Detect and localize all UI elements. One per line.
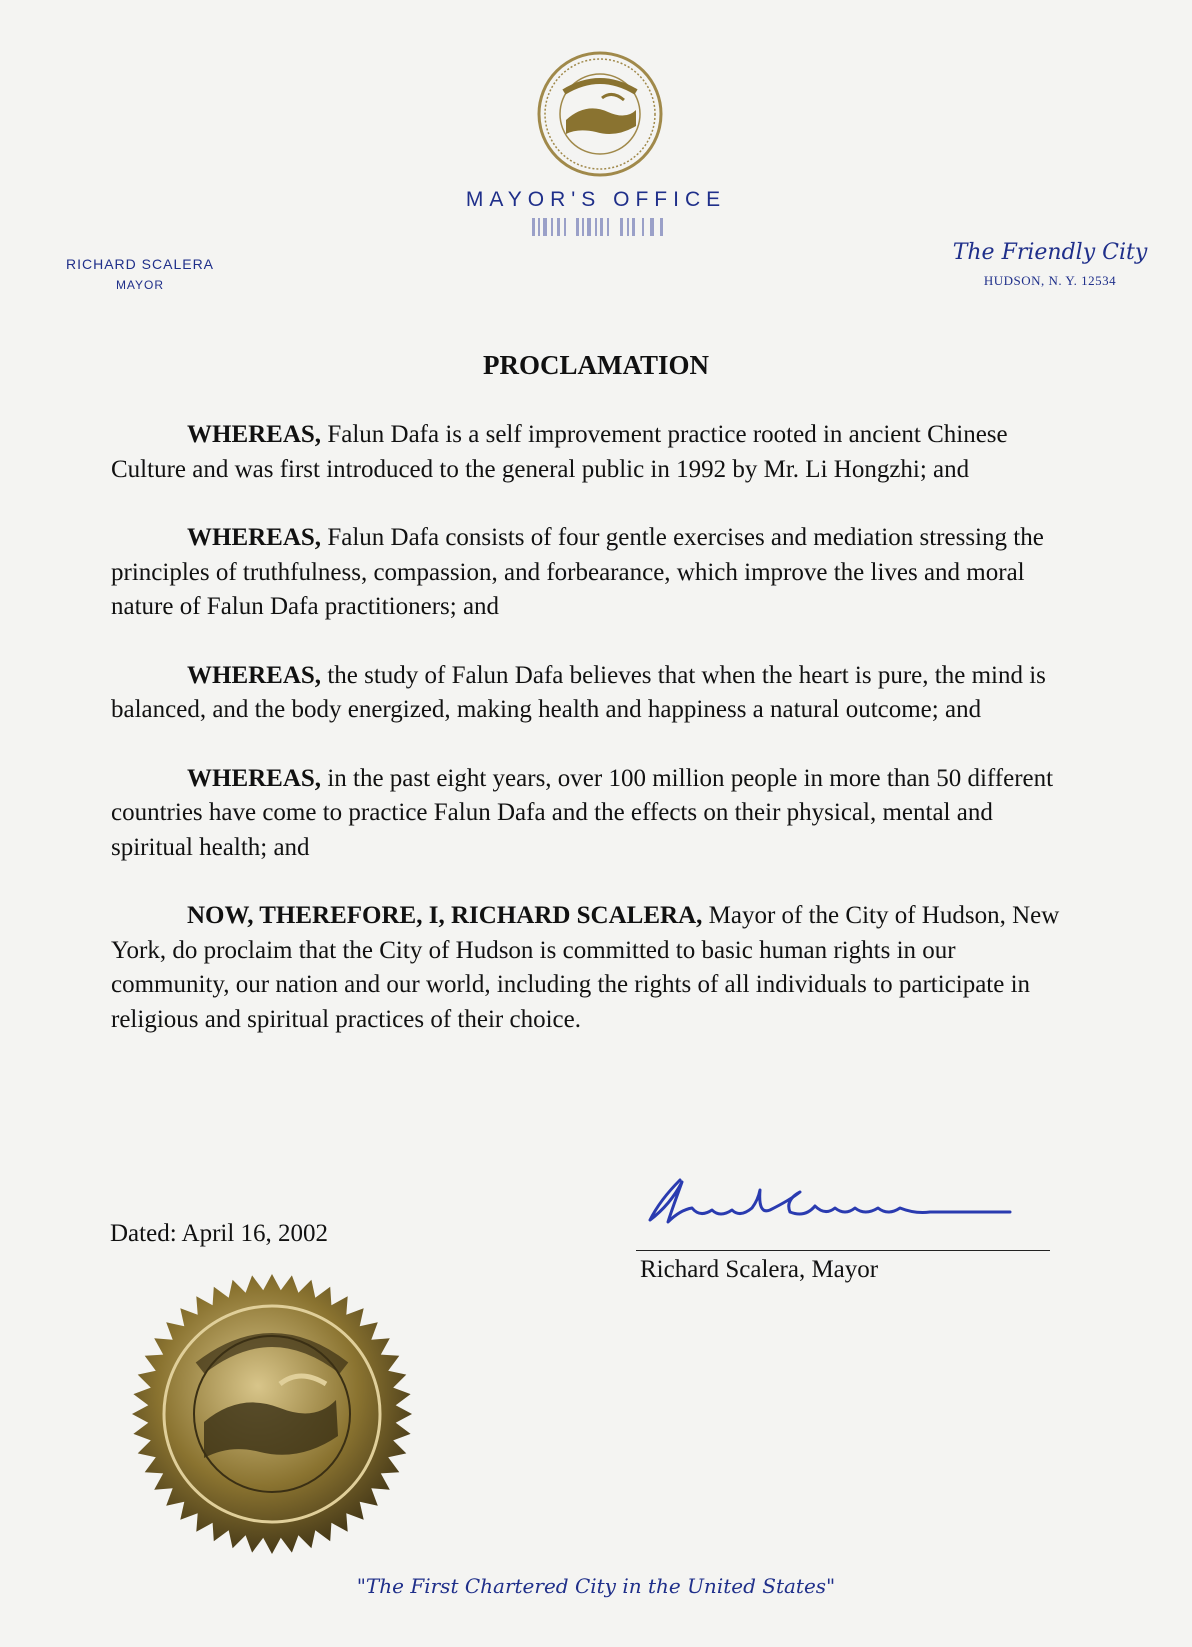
paragraph [111,521,1071,625]
paragraph-text: Falun Dafa is a self improvement practice rooted in ancient Chinese Culture and was first introduced to the general public in 1992 by Mr. Li Hongzhi; and [111,421,1008,483]
mayor-name: RICHARD SCALERA [65,256,215,272]
city-seal-emblem [536,50,664,178]
proclamation-body [111,418,1071,1071]
paragraph [111,659,1071,728]
paragraph-text: in the past eight years, over 100 million people in more than 50 different countries have come to practice Falun Dafa and the effects on their physical, mental and spiritual health; and [111,764,1054,861]
mayor-signature [640,1160,1020,1240]
paragraph-lead: WHEREAS, [187,421,322,448]
city-motto: The Friendly City [952,240,1148,265]
paragraph-lead: WHEREAS, [187,764,322,792]
proclamation-heading: PROCLAMATION [483,350,709,380]
office-title: MAYOR'S OFFICE [465,188,727,211]
date-line: Dated: April 16, 2002 [110,1220,329,1247]
paragraph [111,899,1071,1037]
footer-motto: "The First Chartered City in the United States" [356,1574,836,1598]
signatory-name: Richard Scalera, Mayor [640,1256,879,1283]
city-address: HUDSON, N. Y. 12534 [983,273,1117,288]
signature-line [636,1250,1050,1251]
gold-city-seal [130,1272,414,1556]
paragraph-text: Falun Dafa consists of four gentle exercises and mediation stressing the principles of truthfulness, compassion, and forbearance, which improve the lives and moral nature of Falun Dafa practitioners; and [111,524,1044,620]
paragraph-text: the study of Falun Dafa believes that when the heart is pure, the mind is balanced, and the body energized, making health and happiness a natural outcome; and [111,661,1046,723]
paragraph [111,418,1071,487]
office-barcode [532,218,668,236]
city-letterhead [940,240,1160,289]
mayor-letterhead [40,256,240,292]
paragraph-text: Mayor of the City of Hudson, New York, do proclaim that the City of Hudson is committed to basic human rights in our community, our nation and our world, including the rights of all individuals to participate in religious and spiritual practices of their choice. [111,902,1060,1033]
mayor-title: MAYOR [115,278,165,292]
paragraph-lead: WHEREAS, [187,524,322,551]
paragraph-lead: WHEREAS, [187,661,322,689]
paragraph-lead: NOW, THEREFORE, I, RICHARD SCALERA, [187,902,703,929]
paragraph [111,762,1071,866]
